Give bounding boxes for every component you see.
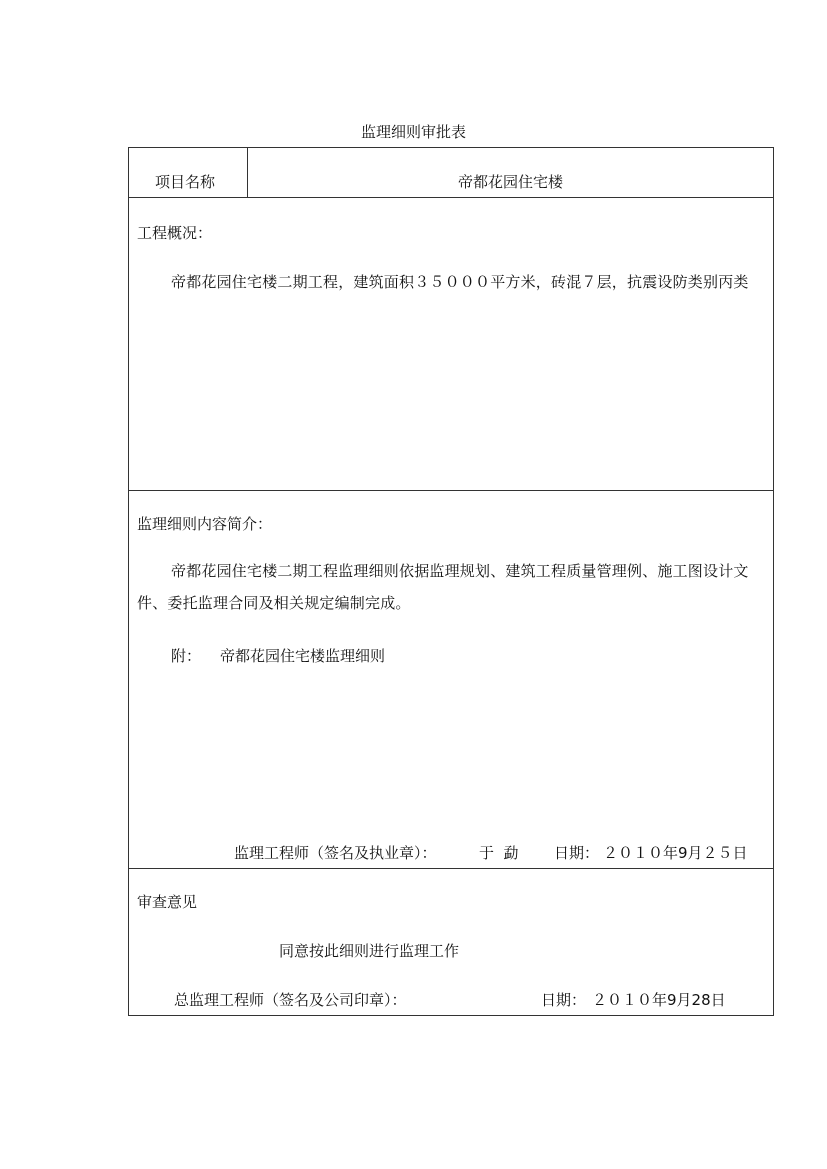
document-title: 监理细则审批表 (360, 123, 466, 141)
engineer-date-label: 日期： (554, 844, 600, 862)
summary-heading: 监理细则内容简介： (137, 515, 273, 533)
project-name-label: 项目名称 (155, 173, 216, 191)
attachment-label: 附： (171, 647, 202, 665)
chief-date-label: 日期： (541, 991, 587, 1009)
review-heading: 审查意见 (137, 893, 198, 911)
overview-heading: 工程概况： (137, 224, 213, 242)
rules-summary-section (129, 491, 773, 869)
review-opinion-text: 同意按此细则进行监理工作 (279, 942, 460, 960)
engineer-signature-label: 监理工程师（签名及执业章）： (234, 844, 437, 862)
summary-text: 帝都花园住宅楼二期工程监理细则依据监理规划、建筑工程质量管理例、施工图设计文件、委托监理合同及相关规定编制完成。 (137, 562, 749, 612)
approval-form-table (128, 147, 774, 1016)
chief-date-value: ２０１０年9月28日 (592, 991, 726, 1009)
overview-text: 帝都花园住宅楼二期工程，建筑面积３５０００平方米，砖混７层，抗震设防类别丙类 (171, 273, 749, 291)
chief-engineer-signature-label: 总监理工程师（签名及公司印章）： (174, 991, 407, 1009)
project-overview-section (129, 198, 773, 491)
project-name-label-cell (129, 148, 248, 197)
project-name-row (129, 148, 773, 198)
review-opinion-section (129, 869, 773, 1015)
project-name-value: 帝都花园住宅楼 (457, 173, 563, 191)
engineer-date-value: ２０１０年9月２５日 (603, 844, 748, 862)
engineer-name: 于 勐 (479, 844, 519, 862)
attachment-value: 帝都花园住宅楼监理细则 (220, 647, 386, 665)
